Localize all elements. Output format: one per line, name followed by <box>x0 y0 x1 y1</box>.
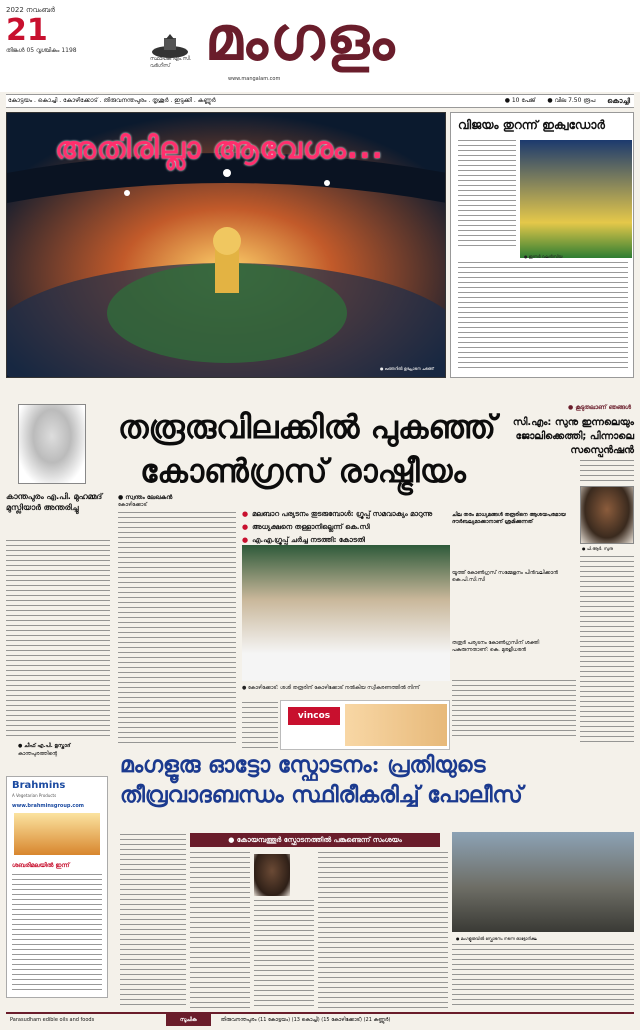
ad-url[interactable]: www.brahminsgroup.com <box>12 803 85 809</box>
quote-box-3: തരൂർ പര്യടനം കോൺഗ്രസിന് ശക്തി പകരുന്നതാണ്: കെ. മുരളീധരൻ <box>452 640 540 653</box>
right-body <box>580 556 634 746</box>
quote-box-1: ചില തരം മാധ്യമങ്ങൾ തരൂരിനെ ആശയപരമായ ദൗർബല്യമാക്കാനാണ് ശ്രമിക്കുന്നത് <box>452 512 566 525</box>
right-headline[interactable]: സി.എം: സുനു ഇന്നലെയും ജോലിക്കെത്തി; പിന്നാലെ സസ്പെൻഷൻ <box>512 417 634 456</box>
lead-photo-caption: ● കോഴിക്കോട്: ശശി തരൂരിന് കോഴിക്കോട് നൽകിയ സ്വീകരണത്തിൽ നിന്ന് <box>242 685 420 691</box>
sidebar-story-headline[interactable]: വിജയം തുറന്ന് ഇക്വഡോർ <box>458 118 605 132</box>
footer-page-index: തിരുവനന്തപുരം (11 കോട്ടയം) (13 കൊച്ചി) (15 കോഴിക്കോട്) (21 കണ്ണൂർ) <box>220 1017 391 1023</box>
lead-bullet-item: ● എ.എ.ഗ്രൂപ്പ് ചർച്ച നടത്തി: കോടതി <box>242 536 365 544</box>
site-url[interactable]: www.mangalam.com <box>228 76 281 82</box>
quote-box-2: യൂത്ത് കോൺഗ്രസ് സമ്മേളനം പിൻവലിക്കാൻ കെ.പി.സി.സി <box>452 570 559 583</box>
price: ● വില 7.50 രൂപ <box>547 96 596 104</box>
vincos-logo: vincos <box>288 707 340 725</box>
footer-index-label: സൂചിക <box>166 1014 211 1026</box>
edition-cities: കോട്ടയം . കൊച്ചി . കോഴിക്കോട് . തിരുവനന്തപുരം . തൃശൂർ . ഇടുക്കി . കണ്ണൂർ <box>8 97 216 104</box>
lead-bullet-item: ● മലബാറ പര്യടനം തുടരുമ്പോൾ: ഗ്രൂപ്പ് സമവാക്യം മാറുന്നു <box>242 510 433 518</box>
second-body-col-4 <box>318 852 448 1008</box>
obituary-photo <box>18 404 86 484</box>
edition-bar <box>6 94 634 108</box>
second-body-col-3 <box>254 900 314 1008</box>
lead-dateline: കോഴിക്കോട് <box>118 502 147 508</box>
hero-photo <box>6 112 446 378</box>
second-body-col-2 <box>190 852 250 1008</box>
footer-ad[interactable]: Parasudham edible oils and foods <box>10 1017 95 1023</box>
sidebar-story-photo <box>520 140 632 258</box>
second-body-col-1 <box>120 834 186 1008</box>
ad-photo <box>14 813 100 855</box>
sidebar-story-body-2 <box>458 262 628 372</box>
footer-strip <box>6 1012 634 1026</box>
lead-headline-line-1[interactable]: തരൂരുവിലക്കിൽ പുകഞ്ഞ് <box>118 408 496 446</box>
masthead-title: മംഗളം <box>205 4 397 74</box>
second-headline-line-2[interactable]: തീവ്രവാദബന്ധം സ്ഥിരീകരിച്ച് പോലീസ് <box>120 782 523 808</box>
ad-schedule-list <box>12 874 102 992</box>
date-year: 2022 നവംബർ <box>6 6 55 14</box>
lead-bullet-list <box>242 508 450 547</box>
second-kicker: ● കോയമ്പത്തൂർ സ്ഫോടനത്തിൽ പങ്കുണ്ടെന്ന് സംശയം <box>190 833 440 847</box>
edition-meta <box>505 97 634 106</box>
ad-brand: Brahmins <box>12 780 66 791</box>
page-count: ● 10 പേജ് <box>504 96 536 104</box>
edition-location: കൊച്ചി <box>607 96 630 105</box>
second-headline-line-1[interactable]: മംഗളൂരു ഓട്ടോ സ്ഫോടനം: പ്രതിയുടെ <box>120 752 486 778</box>
ad-tagline: A Vegetarian Products <box>12 793 57 798</box>
hero-headline: അതിരില്ലാ ആവേശം... <box>55 131 384 166</box>
sidebar-story-caption: ● ഇന്നർ വലൻസിയ <box>524 254 563 259</box>
second-photo-caption: ● മംഗളൂരുവിൽ സ്ഫോടനം നടന്ന ഓട്ടോറിക്ഷ <box>456 936 537 941</box>
bullet-icon: ● <box>242 510 249 518</box>
lead-photo <box>242 545 450 681</box>
bullet-icon: ● <box>242 523 249 531</box>
sidebar-story-body <box>458 140 516 250</box>
obituary-name[interactable]: കാന്തപുരം എ.പി. മുഹമ്മദ് മുസ്ലിയാർ അന്തരിച്ചു <box>6 492 103 512</box>
obituary-body <box>6 540 110 740</box>
lead-byline: ● സ്വന്തം ലേഖകൻ <box>118 494 173 501</box>
second-body-col-5 <box>452 944 634 1008</box>
lead-bullet-item: ● അധ്യക്ഷനെ തള്ളാനില്ലെന്ന് കെ.സി <box>242 523 370 531</box>
hero-caption: ● ഖത്തറിൽ ഉദ്ഘാടന ചടങ്ങ് <box>380 366 434 371</box>
right-body-top <box>580 460 634 484</box>
right-photo <box>580 486 634 544</box>
right-photo-caption: ● പി.ആർ. സുനു <box>582 546 613 551</box>
obituary-subheading: ● ചീഫ് എ.പി. ഉസ്താദ് <box>18 743 71 749</box>
lead-body-col-2 <box>242 702 278 748</box>
vincos-photo <box>345 704 447 746</box>
right-kicker: ● കൂടുതലാണ് ഞങ്ങൾ <box>568 404 632 411</box>
second-inset-photo <box>254 854 290 896</box>
date-day: 21 <box>6 13 48 48</box>
lead-body-col-1 <box>118 512 236 744</box>
bullet-icon: ● <box>242 536 249 544</box>
second-photo <box>452 832 634 932</box>
obituary-subplace: കാന്തപുരത്തിന്റെ <box>18 751 58 757</box>
publisher-label: സ്ഥാപക എം.സി. വർഗീസ് <box>150 56 192 69</box>
ad-heading: ശബരിമലയിൽ ഇന്ന് <box>12 862 70 869</box>
gutter-body <box>452 680 576 740</box>
lead-headline-line-2[interactable]: കോൺഗ്രസ് രാഷ്ട്രീയം <box>140 452 466 490</box>
date-line: തിങ്കൾ 05 വൃശ്ചികം 1198 <box>6 47 77 54</box>
date-block <box>6 6 96 55</box>
